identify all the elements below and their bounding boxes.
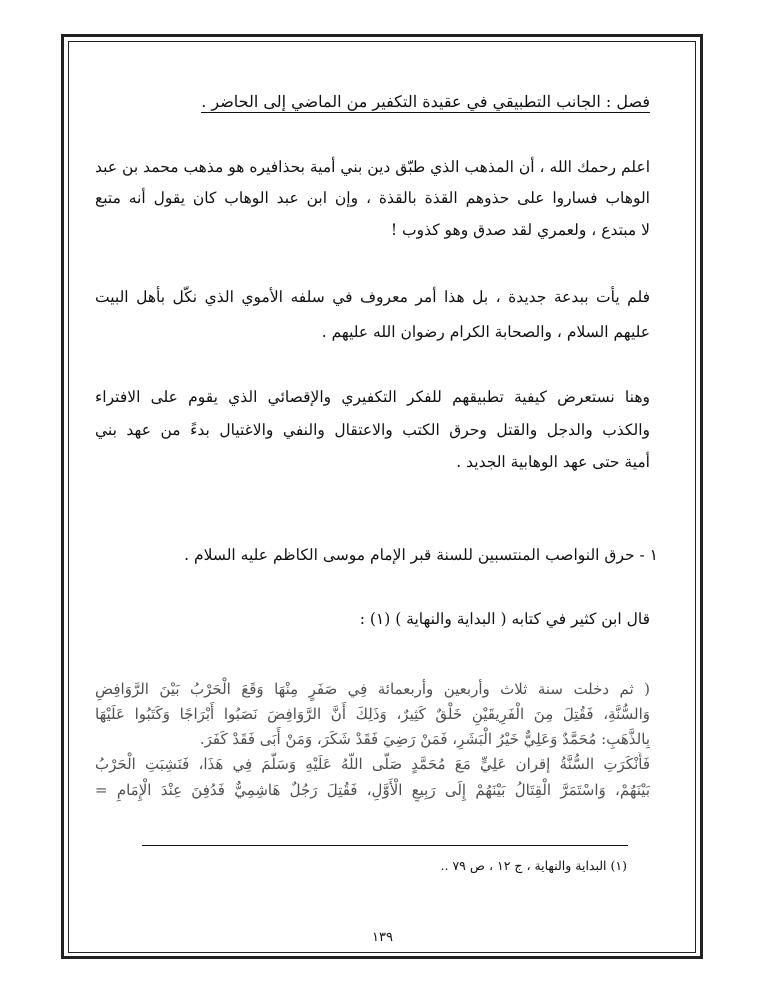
paragraph-1-line-1: اعلم رحمك الله ، أن المذهب الذي طبّق دين بني أمية بحذافيره هو مذهب محمد بن عبد <box>95 158 650 176</box>
paragraph-1-line-3: لا مبتدع ، ولعمري لقد صدق وهو كذوب ! <box>390 221 650 239</box>
footnote: (١) البداية والنهاية ، ج ١٢ ، ص ٧٩ .. <box>440 858 627 873</box>
paragraph-3-line-3: أمية حتى عهد الوهابية الجديد . <box>456 453 650 471</box>
quote-line-1: ( ثم دخلت سنة ثلاث وأربعين وأربعمائة فِي صَفَرٍ مِنْهَا وَقَعَ الْحَرْبُ بَيْنَ الرَّوَافِضِ <box>95 680 650 698</box>
paragraph-1-line-2: الوهاب فساروا على حذوهم القذة بالقذة ، وإن ابن عبد الوهاب كان يقول أنه متبع <box>95 189 650 207</box>
page-number: ١٣٩ <box>372 930 393 945</box>
paragraph-3-line-1: وهنا نستعرض كيفية تطبيقهم للفكر التكفيري والإقصائي الذي يقوم على الافتراء <box>95 388 650 406</box>
paragraph-2-line-2: عليهم السلام ، والصحابة الكرام رضوان الله عليهم . <box>321 323 650 341</box>
chapter-title: فصل : الجانب التطبيقي في عقيدة التكفير من الماضي إلى الحاضر . <box>201 92 650 111</box>
paragraph-2-line-1: فلم يأت ببدعة جديدة ، بل هذا أمر معروف في سلفه الأموي الذي نكّل بأهل البيت <box>95 288 650 306</box>
paragraph-3-line-2: والكذب والدجل والقتل وحرق الكتب والاعتقال والنفي والاغتيال بدءً من عهد بني <box>95 421 650 439</box>
quote-line-5: بَيْنَهُمْ، وَاسْتَمَرَّ الْقِتَالُ بَيْنَهُمْ إِلَى رَبِيعٍ الْأَوَّلِ، فَقُتِلَ رَجُلٌ هَاشِمِيٌّ فَدُفِنَ عِنْدَ الْإِمَامِ = <box>95 781 650 799</box>
citation-line: قال ابن كثير في كتابه ( البداية والنهاية ) (١) : <box>359 610 650 628</box>
footnote-separator <box>142 845 628 846</box>
quote-line-4: فَأَنْكَرَتِ السُّنَّةُ إقران عَلِيٍّ مَعَ مُحَمَّدٍ صَلَّى اللَّهُ عَلَيْهِ وَسَلَّمَ فِي هَذَا، فَنَشِبَتِ الْحَرْبُ <box>95 755 650 773</box>
quote-line-3: بِالذَّهَبِ: مُحَمَّدٌ وَعَلِيٌّ خَيْرُ الْبَشَرِ، فَمَنْ رَضِيَ فَقَدْ شَكَرَ، وَمَنْ أَبَى فَقَدْ كَفَرَ. <box>199 730 650 748</box>
quote-line-2: وَالسُّنَّةِ، فَقُتِلَ مِنَ الْفَرِيقَيْنِ خَلْقٌ كَثِيرٌ، وَذَلِكَ أَنَّ الرَّوَافِضَ نَصَبُوا أَبْرَاجًا وَكَتَبُوا عَلَيْهَا <box>95 705 650 723</box>
section-heading: ١ - حرق النواصب المنتسبين للسنة قبر الإمام موسى الكاظم عليه السلام . <box>184 546 658 564</box>
